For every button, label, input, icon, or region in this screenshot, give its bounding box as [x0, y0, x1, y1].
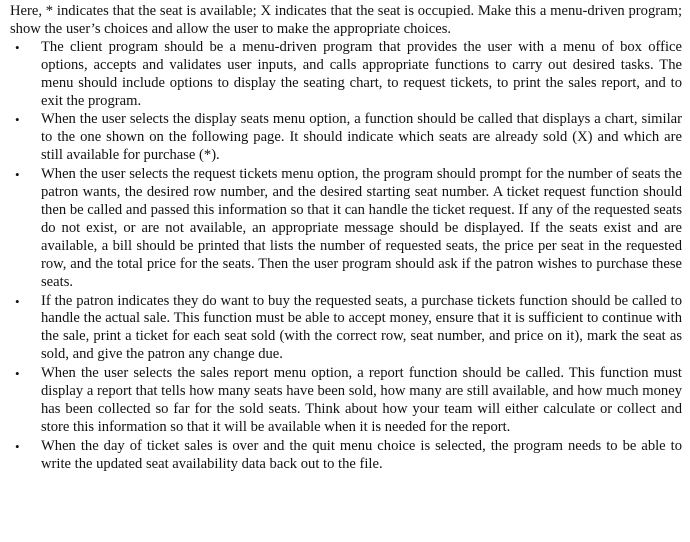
list-item-text: The client program should be a menu-driven program that provides the user with a menu of box office options, accepts and validates user inputs, and calls appropriate functions to carry out desired tasks. The menu should include options to display the seating chart, to request tickets, to print the sales report, and to exit the program. — [41, 38, 682, 109]
intro-paragraph: Here, * indicates that the seat is available; X indicates that the seat is occupied. Make this a menu-driven program; show the user’s choices and allow the user to make the appropriate choices. — [10, 3, 682, 37]
bullet-icon: • — [15, 293, 20, 309]
list-item — [15, 166, 682, 291]
list-item — [15, 38, 682, 111]
list-item — [15, 365, 682, 437]
list-item-text: When the day of ticket sales is over and the quit menu choice is selected, the program needs to be able to write the updated seat availability data back out to the file. — [41, 437, 682, 472]
bullet-icon: • — [15, 112, 20, 128]
requirements-list — [10, 39, 682, 474]
bullet-icon: • — [15, 39, 20, 55]
bullet-icon: • — [15, 438, 20, 454]
list-item-text: If the patron indicates they do want to buy the requested seats, a purchase tickets function should be called to handle the actual sale. This function must be able to accept money, ensure that it is sufficient to continue with the sale, print a ticket for each seat sold (with the correct row, seat number, and price on it), mark the seat as sold, and give the patron any change due. — [41, 292, 682, 363]
bullet-icon: • — [15, 366, 20, 382]
list-item-text: When the user selects the request tickets menu option, the program should prompt for the number of seats the patron wants, the desired row number, and the desired starting seat number. A ticket request function should then be called and passed this information so that it can handle the ticket request. If any of the requested seats do not exist, or are not available, an appropriate message should be displayed. If the seats exist and are available, a bill should be printed that lists the number of requested seats, the price per seat in the requested row, and the total price for the seats. Then the user program should ask if the patron wishes to purchase these seats. — [41, 166, 682, 290]
list-item-text: When the user selects the sales report menu option, a report function should be called. This function must display a report that tells how many seats have been sold, how many are still available, and how much money has been collected so far for the sold seats. Think about how your team will either calculate or collect and store this information so that it will be available when it is needed for the report. — [41, 365, 682, 435]
bullet-icon: • — [15, 167, 20, 183]
list-item — [15, 292, 682, 365]
list-item — [15, 111, 682, 165]
list-item — [15, 437, 682, 474]
list-item-text: When the user selects the display seats menu option, a function should be called that displays a chart, similar to the one shown on the following page. It should indicate which seats are already sold (X) and which are still available for purchase (*). — [41, 111, 682, 164]
